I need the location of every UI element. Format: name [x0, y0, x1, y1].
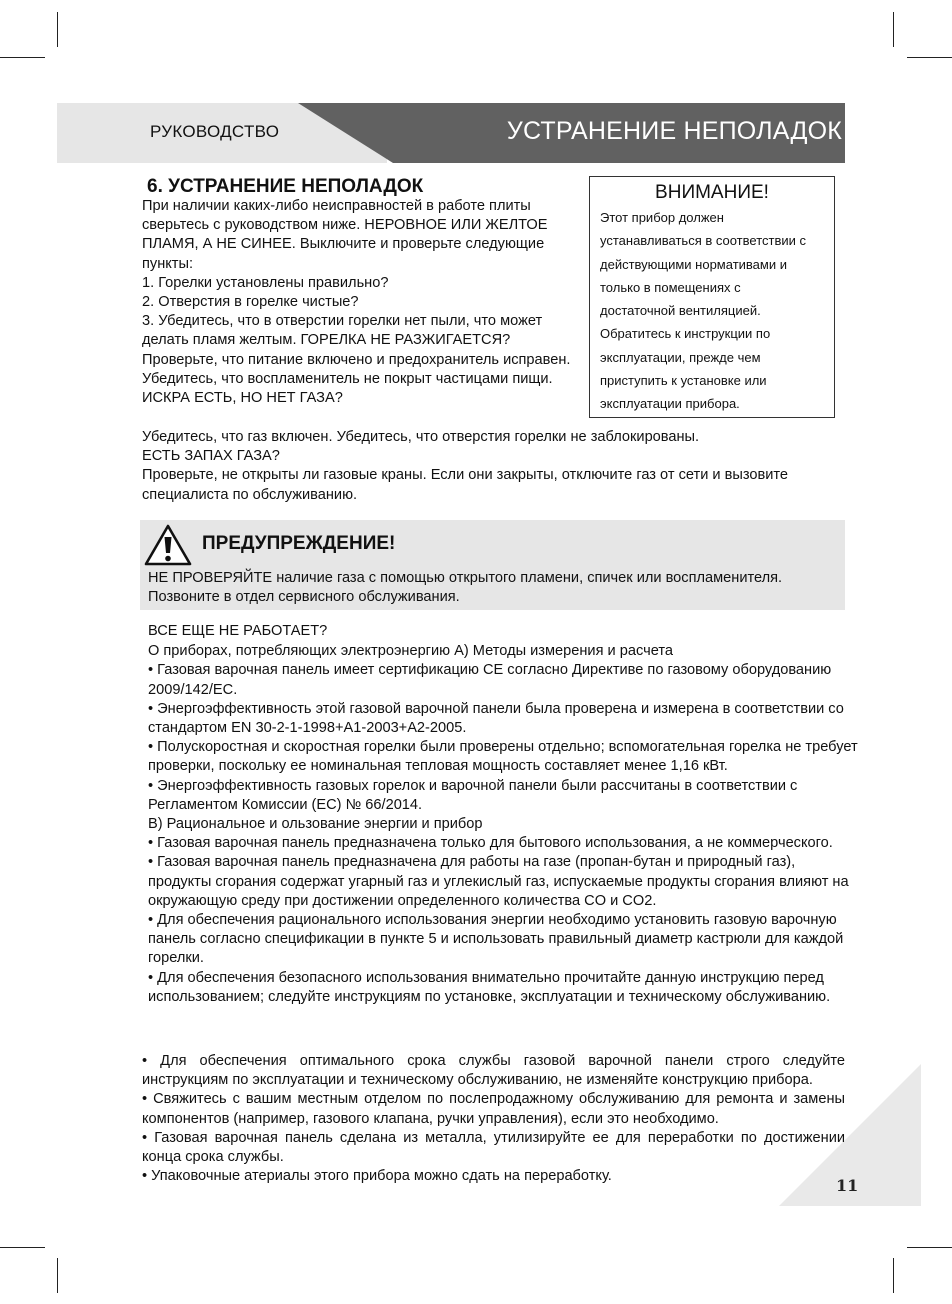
attention-box	[589, 176, 835, 418]
attention-line: только в помещениях с	[600, 279, 741, 295]
intro-paragraph: При наличии каких-либо неисправностей в работе плиты сверьтесь с руководством ниже. НЕРОВНОЕ ИЛИ ЖЕЛТОЕ ПЛАМЯ, А НЕ СИНЕЕ. Выключите и проверьте следующие пункты:	[142, 198, 548, 272]
attention-line: эксплуатации прибора.	[600, 396, 740, 412]
crop-mark	[57, 1258, 58, 1293]
crop-mark	[0, 1247, 45, 1248]
bullet-item: • Газовая варочная панель имеет сертификацию CE согласно Директиве по газовому оборудованию 2009/142/EC.	[148, 662, 832, 698]
warning-triangle-icon	[143, 523, 193, 567]
bullet-item: • Полускоростная и скоростная горелки были проверены отдельно; вспомогательная горелка не требует проверки, поскольку ее номинальная тепловая мощность составляет менее 1,16 кВт.	[148, 739, 858, 775]
attention-title: ВНИМАНИЕ!	[655, 182, 769, 203]
bullet-item: • Газовая варочная панель сделана из металла, утилизируйте ее для переработки по достижении конца срока службы.	[142, 1129, 845, 1166]
section-title: 6. УСТРАНЕНИЕ НЕПОЛАДОК	[147, 176, 424, 197]
warning-title: ПРЕДУПРЕЖДЕНИЕ!	[202, 533, 396, 554]
bullet-item: • Энергоэффективность этой газовой варочной панели была проверена и измерена в соответствии со стандартом EN 30-2-1-1998+A1-2003+A2-2005.	[148, 700, 844, 737]
crop-mark	[893, 12, 894, 47]
body-paragraph: В) Рациональное и ользование энергии и прибор	[148, 816, 483, 833]
bullet-item: • Упаковочные атериалы этого прибора можно сдать на переработку.	[142, 1168, 612, 1185]
attention-line: устанавливаться в соответствии с	[600, 233, 806, 249]
body-paragraph: ВСЕ ЕЩЕ НЕ РАБОТАЕТ?	[148, 623, 328, 639]
troubleshooting-continuation	[142, 428, 852, 505]
header-section-label: УСТРАНЕНИЕ НЕПОЛАДОК	[506, 117, 842, 145]
attention-line: Этот прибор должен	[600, 210, 724, 225]
attention-line: Обратитесь к инструкции по	[600, 326, 771, 342]
bullet-item: • Газовая варочная панель предназначена только для бытового использования, а не коммерческого.	[148, 835, 833, 852]
intro-paragraph: 3. Убедитесь, что в отверстии горелки нет пыли, что может делать пламя желтым. ГОРЕЛКА НЕ РАЗЖИГАЕТСЯ?Проверьте, что питание включено и предохранитель исправен.	[142, 313, 571, 368]
intro-text	[142, 197, 572, 408]
bullet-item: • Для обеспечения рационального использования энергии необходимо установить газовую варочную панель согласно спецификации в пункте 5 и использовать правильный диаметр кастрюли для каждой горелки.	[148, 912, 844, 967]
crop-mark	[0, 57, 45, 58]
bullet-item: • Свяжитесь с вашим местным отделом по послепродажному обслуживанию для ремонта и замены компонентов (например, газового клапана, ручки управления), если это необходимо.	[142, 1091, 845, 1127]
body-paragraph: О приборах, потребляющих электроэнергию А) Методы измерения и расчета	[148, 643, 673, 660]
body-paragraph: ЕСТЬ ЗАПАХ ГАЗА?	[142, 448, 280, 465]
bullet-item: • Газовая варочная панель предназначена для работы на газе (пропан-бутан и природный газ), продукты сгорания содержат угарный газ и углекислый газ, испускаемые продукты сгорания влияют на окружающую среду при достижении определенного количества CO и CO2.	[148, 854, 849, 909]
bullet-item: • Для обеспечения безопасного использования внимательно прочитайте данную инструкцию перед использованием; следуйте инструкциям по установке, эксплуатации и техническому обслуживанию.	[148, 969, 831, 1005]
warning-line: Позвоните в отдел сервисного обслуживания.	[148, 589, 460, 606]
crop-mark	[57, 12, 58, 47]
attention-line: эксплуатации, прежде чем	[600, 349, 761, 365]
intro-paragraph: 1. Горелки установлены правильно?	[142, 274, 389, 291]
page-number: 11	[836, 1176, 859, 1195]
bullet-item: • Для обеспечения оптимального срока службы газовой варочной панели строго следуйте инструкциям по эксплуатации и техническому обслуживанию, не изменяйте конструкцию прибора.	[142, 1053, 845, 1089]
intro-paragraph: Убедитесь, что воспламенитель не покрыт частицами пищи. ИСКРА ЕСТЬ, НО НЕТ ГАЗА?	[142, 370, 553, 407]
final-notes	[142, 1052, 845, 1186]
header-manual-label: РУКОВОДСТВО	[150, 122, 280, 141]
attention-line: приступить к установке или	[600, 373, 767, 389]
body-paragraph: Убедитесь, что газ включен. Убедитесь, что отверстия горелки не заблокированы.	[142, 429, 700, 445]
intro-paragraph: 2. Отверстия в горелке чистые?	[142, 294, 359, 311]
attention-line: достаточной вентиляцией.	[600, 303, 761, 319]
body-paragraph: Проверьте, не открыты ли газовые краны. Если они закрыты, отключите газ от сети и вызовите специалиста по обслуживанию.	[142, 467, 789, 503]
crop-mark	[907, 1247, 952, 1248]
still-not-working-section	[148, 622, 858, 1007]
attention-line: действующими нормативами и	[600, 256, 787, 272]
warning-body	[148, 569, 843, 607]
bullet-item: • Энергоэффективность газовых горелок и варочной панели были рассчитаны в соответствии с Регламентом Комиссии (ЕС) № 66/2014.	[148, 777, 798, 813]
warning-line: НЕ ПРОВЕРЯЙТЕ наличие газа с помощью открытого пламени, спичек или воспламенителя.	[148, 570, 783, 586]
crop-mark	[893, 1258, 894, 1293]
crop-mark	[907, 57, 952, 58]
attention-body	[590, 206, 834, 416]
